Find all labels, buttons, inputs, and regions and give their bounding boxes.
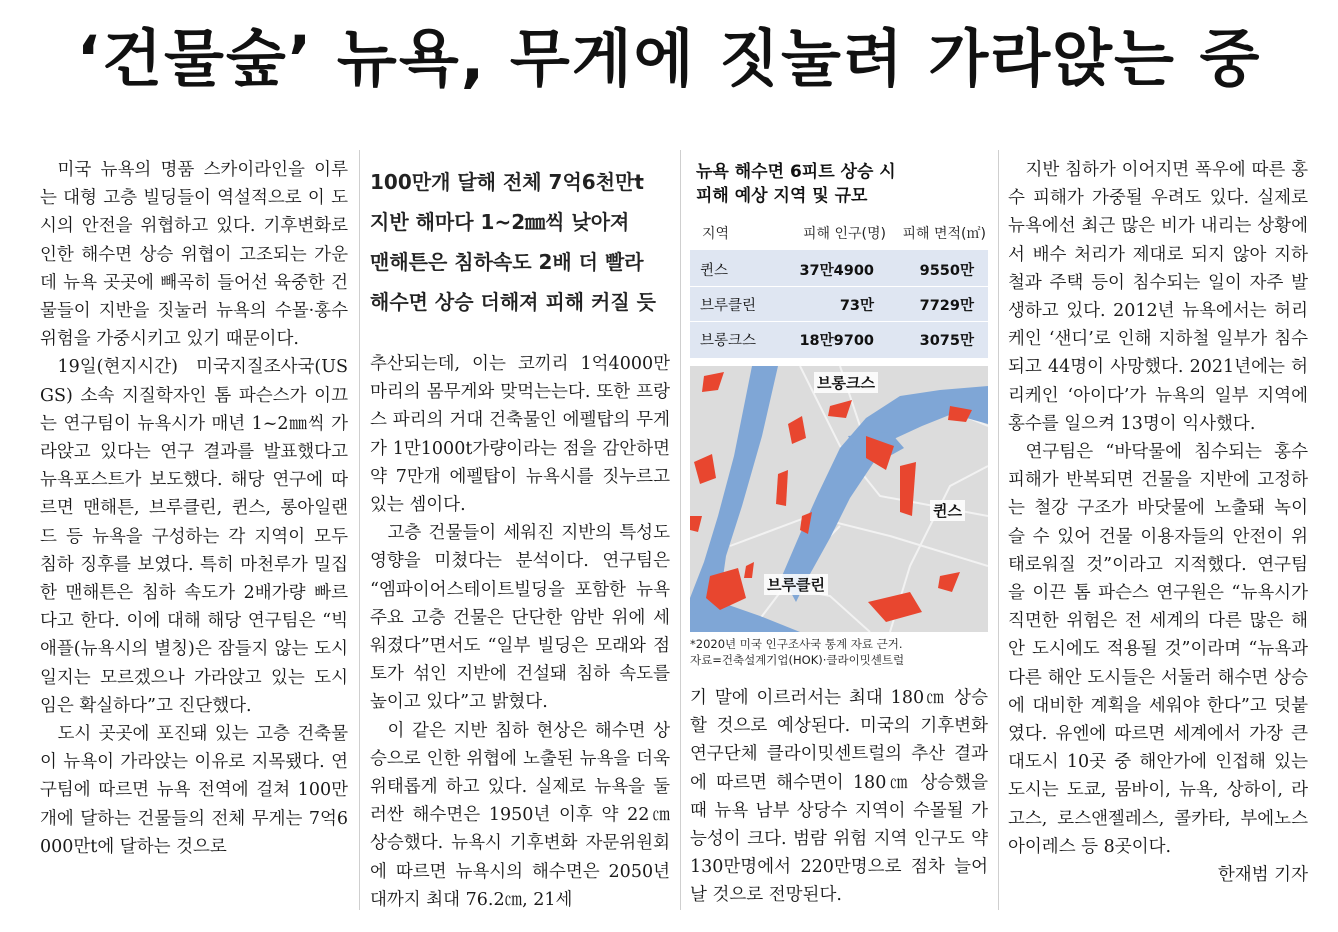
article-column-4 bbox=[1008, 156, 1308, 889]
paragraph: 추산되는데, 이는 코끼리 1억4000만 마리의 몸무게와 맞먹는는다. 또한 프랑스 파리의 거대 건축물인 에펠탑의 무게가 1만1000t가량이라는 점을 감안하면 약 7만개 에펠탑이 뉴욕시를 짓누르고 있는 셈이다. bbox=[370, 354, 670, 516]
infographic-title-line: 뉴욕 해수면 6피트 상승 시 bbox=[696, 162, 896, 182]
header-region: 지역 bbox=[702, 226, 730, 242]
infographic-note bbox=[690, 636, 988, 668]
paragraph: 지반 침하가 이어지면 폭우에 따른 홍수 피해가 가중될 우려도 있다. 실제로 뉴욕에선 최근 많은 비가 내리는 상황에서 배수 처리가 제대로 되지 않아 지하철과 주택 등이 침수되는 일이 자주 발생하고 있다. 2012년 뉴욕에서는 허리케인 ‘샌디’로 인해 지하철 일부가 침수되고 44명이 사망했다. 2021년에는 허리케인 ‘아이다’가 뉴욕의 일부 지역에 홍수를 일으켜 13명이 익사했다. bbox=[1008, 160, 1308, 434]
cell-area: 3075만 bbox=[919, 332, 974, 349]
column-divider bbox=[359, 150, 360, 910]
infographic bbox=[690, 160, 988, 668]
map-label-bronx: 브롱크스 bbox=[814, 372, 878, 393]
column-divider bbox=[680, 150, 681, 910]
map-label-brooklyn: 브루클린 bbox=[764, 574, 828, 595]
cell-population: 37만4900 bbox=[799, 262, 874, 279]
article-column-2 bbox=[370, 350, 670, 914]
paragraph: 19일(현지시간) 미국지질조사국(USGS) 소속 지질학자인 톰 파슨스가 이끄는 연구팀이 뉴욕시가 매년 1~2㎜씩 가라앉고 있다는 연구 결과를 발표했다고 뉴욕포스트가 보도했다. 해당 연구에 따르면 맨해튼, 브루클린, 퀸스, 롱아일랜드 등 뉴욕을 구성하는 각 지역이 모두 침하 징후를 보였다. 특히 마천루가 밀집한 맨해튼은 침하 속도가 2배가량 빠르다고 한다. 이에 대해 해당 연구팀은 “빅애플(뉴욕시의 별칭)은 잠들지 않는 도시일지는 모르겠으나 가라앉고 있는 도시임은 확실하다”고 진단했다. bbox=[40, 357, 348, 716]
infographic-title-line: 피해 예상 지역 및 규모 bbox=[696, 186, 868, 206]
paragraph: 도시 곳곳에 포진돼 있는 고층 건축물이 뉴욕이 가라앉는 이유로 지목됐다. 연구팀에 따르면 뉴욕 전역에 걸쳐 100만개에 달하는 건물들의 전체 무게는 7억6000만t에 달하는 것으로 bbox=[40, 724, 348, 857]
cell-area: 7729만 bbox=[919, 297, 974, 314]
infographic-title bbox=[696, 160, 988, 208]
header-population: 피해 인구(명) bbox=[803, 226, 886, 242]
cell-population: 18만9700 bbox=[799, 332, 874, 349]
paragraph: 미국 뉴욕의 명품 스카이라인을 이루는 대형 고층 빌딩들이 역설적으로 이 도시의 안전을 위협하고 있다. 기후변화로 인한 해수면 상승 위협이 고조되는 가운데 뉴욕 곳곳에 빼곡히 들어선 육중한 건물들이 지반을 짓눌러 뉴욕의 수몰·홍수 위험을 가중시키고 있기 때문이다. bbox=[40, 160, 348, 350]
cell-population: 73만 bbox=[839, 297, 874, 314]
header-area: 피해 면적(㎡) bbox=[902, 226, 986, 242]
cell-region: 브롱크스 bbox=[700, 332, 757, 349]
table-row bbox=[690, 322, 988, 356]
subheadline: 해수면 상승 더해져 피해 커질 듯 bbox=[370, 290, 656, 314]
table-row bbox=[690, 252, 988, 287]
article-column-1 bbox=[40, 156, 348, 861]
note-line: *2020년 미국 인구조사국 통계 자료 근거. bbox=[690, 637, 903, 651]
map-graphic bbox=[690, 366, 988, 632]
map-label-queens: 퀸스 bbox=[930, 500, 965, 521]
cell-area: 9550만 bbox=[919, 262, 974, 279]
paragraph: 기 말에 이르러서는 최대 180㎝ 상승할 것으로 예상된다. 미국의 기후변화 연구단체 클라이밋센트럴의 추산 결과에 따르면 해수면이 180㎝ 상승했을 때 뉴욕 남부 상당수 지역이 수몰될 가능성이 크다. 범람 위험 지역 인구도 약 130만명에서 220만명으로 점차 늘어날 것으로 전망된다. bbox=[690, 688, 988, 906]
subheadline: 100만개 달해 전체 7억6천만t bbox=[370, 170, 644, 194]
cell-region: 브루클린 bbox=[700, 297, 757, 314]
table-header bbox=[690, 220, 988, 246]
subheadline-block bbox=[370, 162, 670, 322]
cell-region: 퀸스 bbox=[700, 262, 729, 279]
paragraph: 고층 건물들이 세워진 지반의 특성도 영향을 미쳤다는 분석이다. 연구팀은 “엠파이어스테이트빌딩을 포함한 뉴욕 주요 고층 건물은 단단한 암반 위에 세워졌다”면서도 “일부 빌딩은 모래와 점토가 섞인 지반에 건설돼 침하 속도를 높이고 있다”고 밝혔다. bbox=[370, 523, 670, 713]
table-row bbox=[690, 287, 988, 322]
article-column-3 bbox=[690, 684, 988, 910]
headline: ‘건물숲’ 뉴욕, 무게에 짓눌려 가라앉는 중 bbox=[76, 22, 1262, 95]
source-line: 자료=건축설계기업(HOK)·클라이밋센트럴 bbox=[690, 653, 905, 667]
damage-table bbox=[690, 250, 988, 358]
subheadline: 지반 해마다 1~2㎜씩 낮아져 bbox=[370, 210, 630, 234]
flood-map bbox=[690, 366, 988, 632]
byline: 한재범 기자 bbox=[1217, 865, 1308, 886]
paragraph: 연구팀은 “바닥물에 침수되는 홍수 피해가 반복되면 건물을 지반에 고정하는 철강 구조가 바닷물에 노출돼 녹이 슬 수 있어 건물 이용자들의 안전이 위태로워질 것”이라고 지적했다. 연구팀을 이끈 톰 파슨스 연구원은 “뉴욕시가 직면한 위험은 전 세계의 다른 많은 해안 도시에도 적용될 것”이라며 “뉴욕과 다른 해안 도시들은 서둘러 해수면 상승에 대비한 계획을 세워야 한다”고 덧붙였다. 유엔에 따르면 세계에서 가장 큰 대도시 10곳 중 해안가에 인접해 있는 도시는 도쿄, 뭄바이, 뉴욕, 상하이, 라고스, 로스앤젤레스, 콜카타, 부에노스아이레스 등 8곳이다. bbox=[1008, 442, 1308, 857]
paragraph: 이 같은 지반 침하 현상은 해수면 상승으로 인한 위협에 노출된 뉴욕을 더욱 위태롭게 하고 있다. 실제로 뉴욕을 둘러싼 해수면은 1950년 이후 약 22㎝ 상승했다. 뉴욕시 기후변화 자문위원회에 따르면 뉴욕시의 해수면은 2050년대까지 최대 76.2㎝, 21세 bbox=[370, 720, 670, 910]
subheadline: 맨해튼은 침하속도 2배 더 빨라 bbox=[370, 250, 644, 274]
column-divider bbox=[998, 150, 999, 910]
